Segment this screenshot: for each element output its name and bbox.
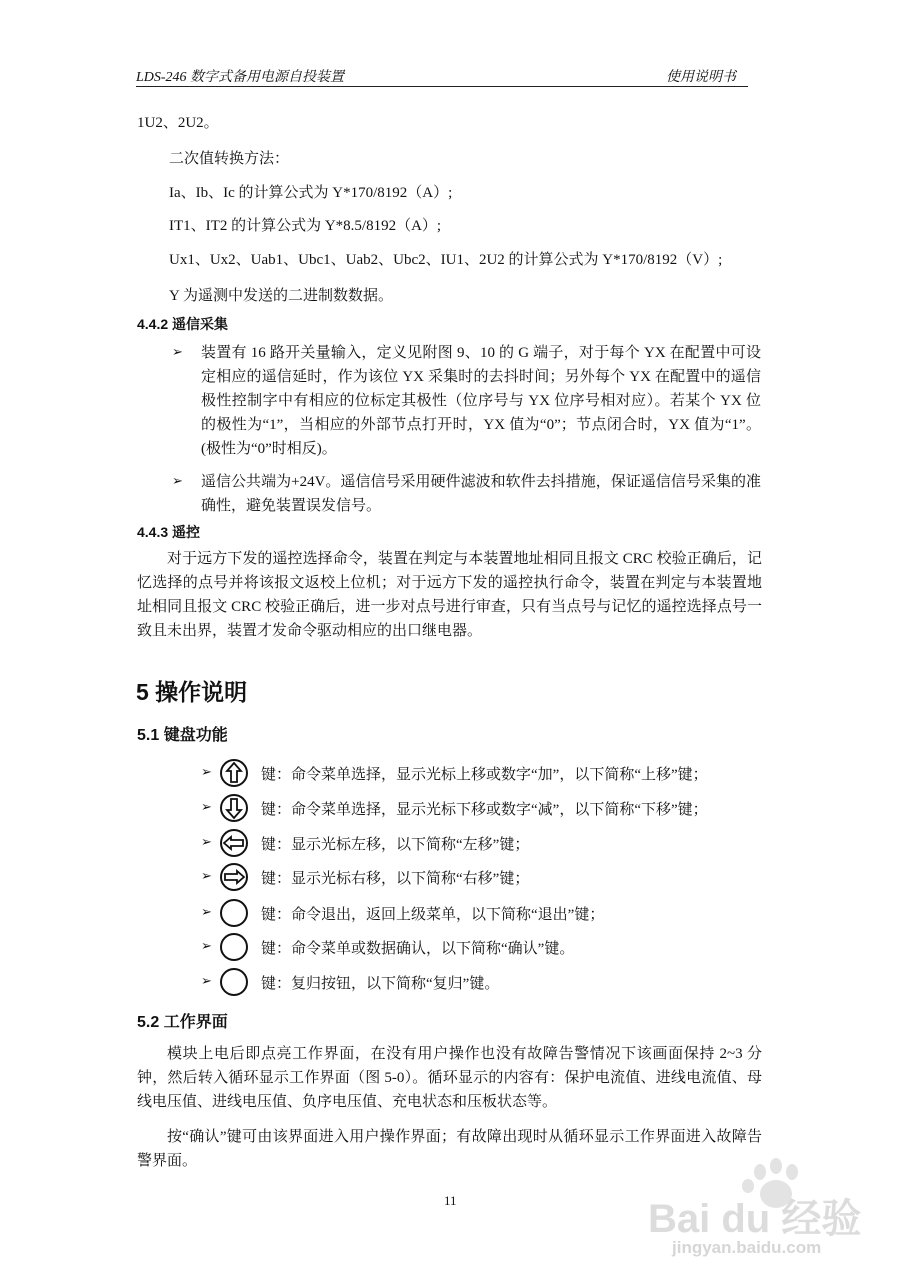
section-5-1-heading: 5.1 键盘功能 [137, 727, 228, 744]
paragraph: 按“确认”键可由该界面进入用户操作界面；有故障出现时从循环显示工作界面进入故障告警界面。 [137, 1129, 762, 1169]
bullet-arrow-icon: ➢ [201, 869, 212, 884]
text-line: Y 为遥测中发送的二进制数数据。 [169, 288, 394, 304]
section-4-4-3-heading: 4.4.3 遥控 [137, 524, 201, 540]
header-title: LDS-246 数字式备用电源自投装置 [136, 70, 345, 85]
bullet-text: 装置有 16 路开关量输入，定义见附图 9、10 的 G 端子，对于每个 YX 在配置中可设定相应的遥信延时，作为该位 YX 采集时的去抖时间；另外每个 YX 在配置中的遥信极性控制字中有相应的位标定其极性（位序号与 YX 位序号相对应）。若某个 YX 位的极性为“1”，当相应的外部节点打开时，YX 值为“0”；节点闭合时，YX 值为“1”。(极性为“0”时相反)。 [201, 345, 761, 457]
bullet-arrow-icon: ➢ [201, 974, 212, 989]
watermark-url: jingyan.baidu.com [672, 1238, 822, 1257]
up-arrow-key-icon [219, 758, 249, 788]
bullet-arrow-icon: ➢ [201, 835, 212, 850]
page-header [136, 64, 748, 87]
bullet-arrow-icon: ➢ [201, 765, 212, 780]
key-description: 键：命令菜单或数据确认，以下简称“确认”键。 [261, 941, 575, 957]
section-4-4-2-heading: 4.4.2 遥信采集 [137, 316, 229, 332]
key-description: 键：复归按钮，以下简称“复归”键。 [261, 976, 500, 992]
exit-key-icon [219, 898, 249, 928]
right-arrow-key-icon [219, 862, 249, 892]
paragraph: 模块上电后即点亮工作界面，在没有用户操作也没有故障告警情况下该画面保持 2~3 分钟，然后转入循环显示工作界面（图 5-0）。循环显示的内容有：保护电流值、进线电流值、母线电压值、进线电压值、负序电压值、充电状态和压板状态等。 [137, 1046, 762, 1110]
bullet-arrow-icon: ➢ [201, 939, 212, 954]
page-number: 11 [444, 1193, 457, 1208]
key-description: 键：命令退出，返回上级菜单，以下简称“退出”键； [261, 907, 605, 923]
text-line: 二次值转换方法： [169, 151, 290, 167]
section-5-heading: 5 操作说明 [136, 679, 248, 705]
reset-key-icon [219, 967, 249, 997]
text-line: Ux1、Ux2、Uab1、Ubc1、Uab2、Ubc2、IU1、2U2 的计算公式为 Y*170/8192（V）; [169, 252, 723, 268]
header-doc-type: 使用说明书 [666, 70, 736, 85]
text-line: 1U2、2U2。 [137, 115, 219, 131]
bullet-arrow-icon: ➢ [172, 345, 183, 360]
bullet-arrow-icon: ➢ [201, 905, 212, 920]
watermark-brand-text: Bai du 经验 [648, 1197, 862, 1241]
text-line: Ia、Ib、Ic 的计算公式为 Y*170/8192（A）; [169, 185, 453, 201]
key-description: 键：命令菜单选择，显示光标下移或数字“减”，以下简称“下移”键； [261, 802, 708, 818]
paragraph: 对于远方下发的遥控选择命令，装置在判定与本装置地址相同且报文 CRC 校验正确后，记忆选择的点号并将该报文返校上位机；对于远方下发的遥控执行命令，装置在判定与本装置地址相同且报文 CRC 校验正确后，进一步对点号进行审查，只有当点号与记忆的遥控选择点号一致且未出界，装置才发命令驱动相应的出口继电器。 [137, 551, 762, 639]
key-description: 键：显示光标左移，以下简称“左移”键； [261, 837, 530, 853]
section-5-2-heading: 5.2 工作界面 [137, 1014, 228, 1031]
bullet-arrow-icon: ➢ [201, 800, 212, 815]
key-description: 键：显示光标右移，以下简称“右移”键； [261, 871, 530, 887]
text-line: IT1、IT2 的计算公式为 Y*8.5/8192（A）; [169, 218, 442, 234]
bullet-text: 遥信公共端为+24V。遥信信号采用硬件滤波和软件去抖措施，保证遥信信号采集的准确性，避免装置误发信号。 [201, 474, 761, 514]
confirm-key-icon [219, 932, 249, 962]
down-arrow-key-icon [219, 793, 249, 823]
left-arrow-key-icon [219, 828, 249, 858]
key-description: 键：命令菜单选择，显示光标上移或数字“加”，以下简称“上移”键； [261, 767, 708, 783]
bullet-arrow-icon: ➢ [172, 474, 183, 489]
